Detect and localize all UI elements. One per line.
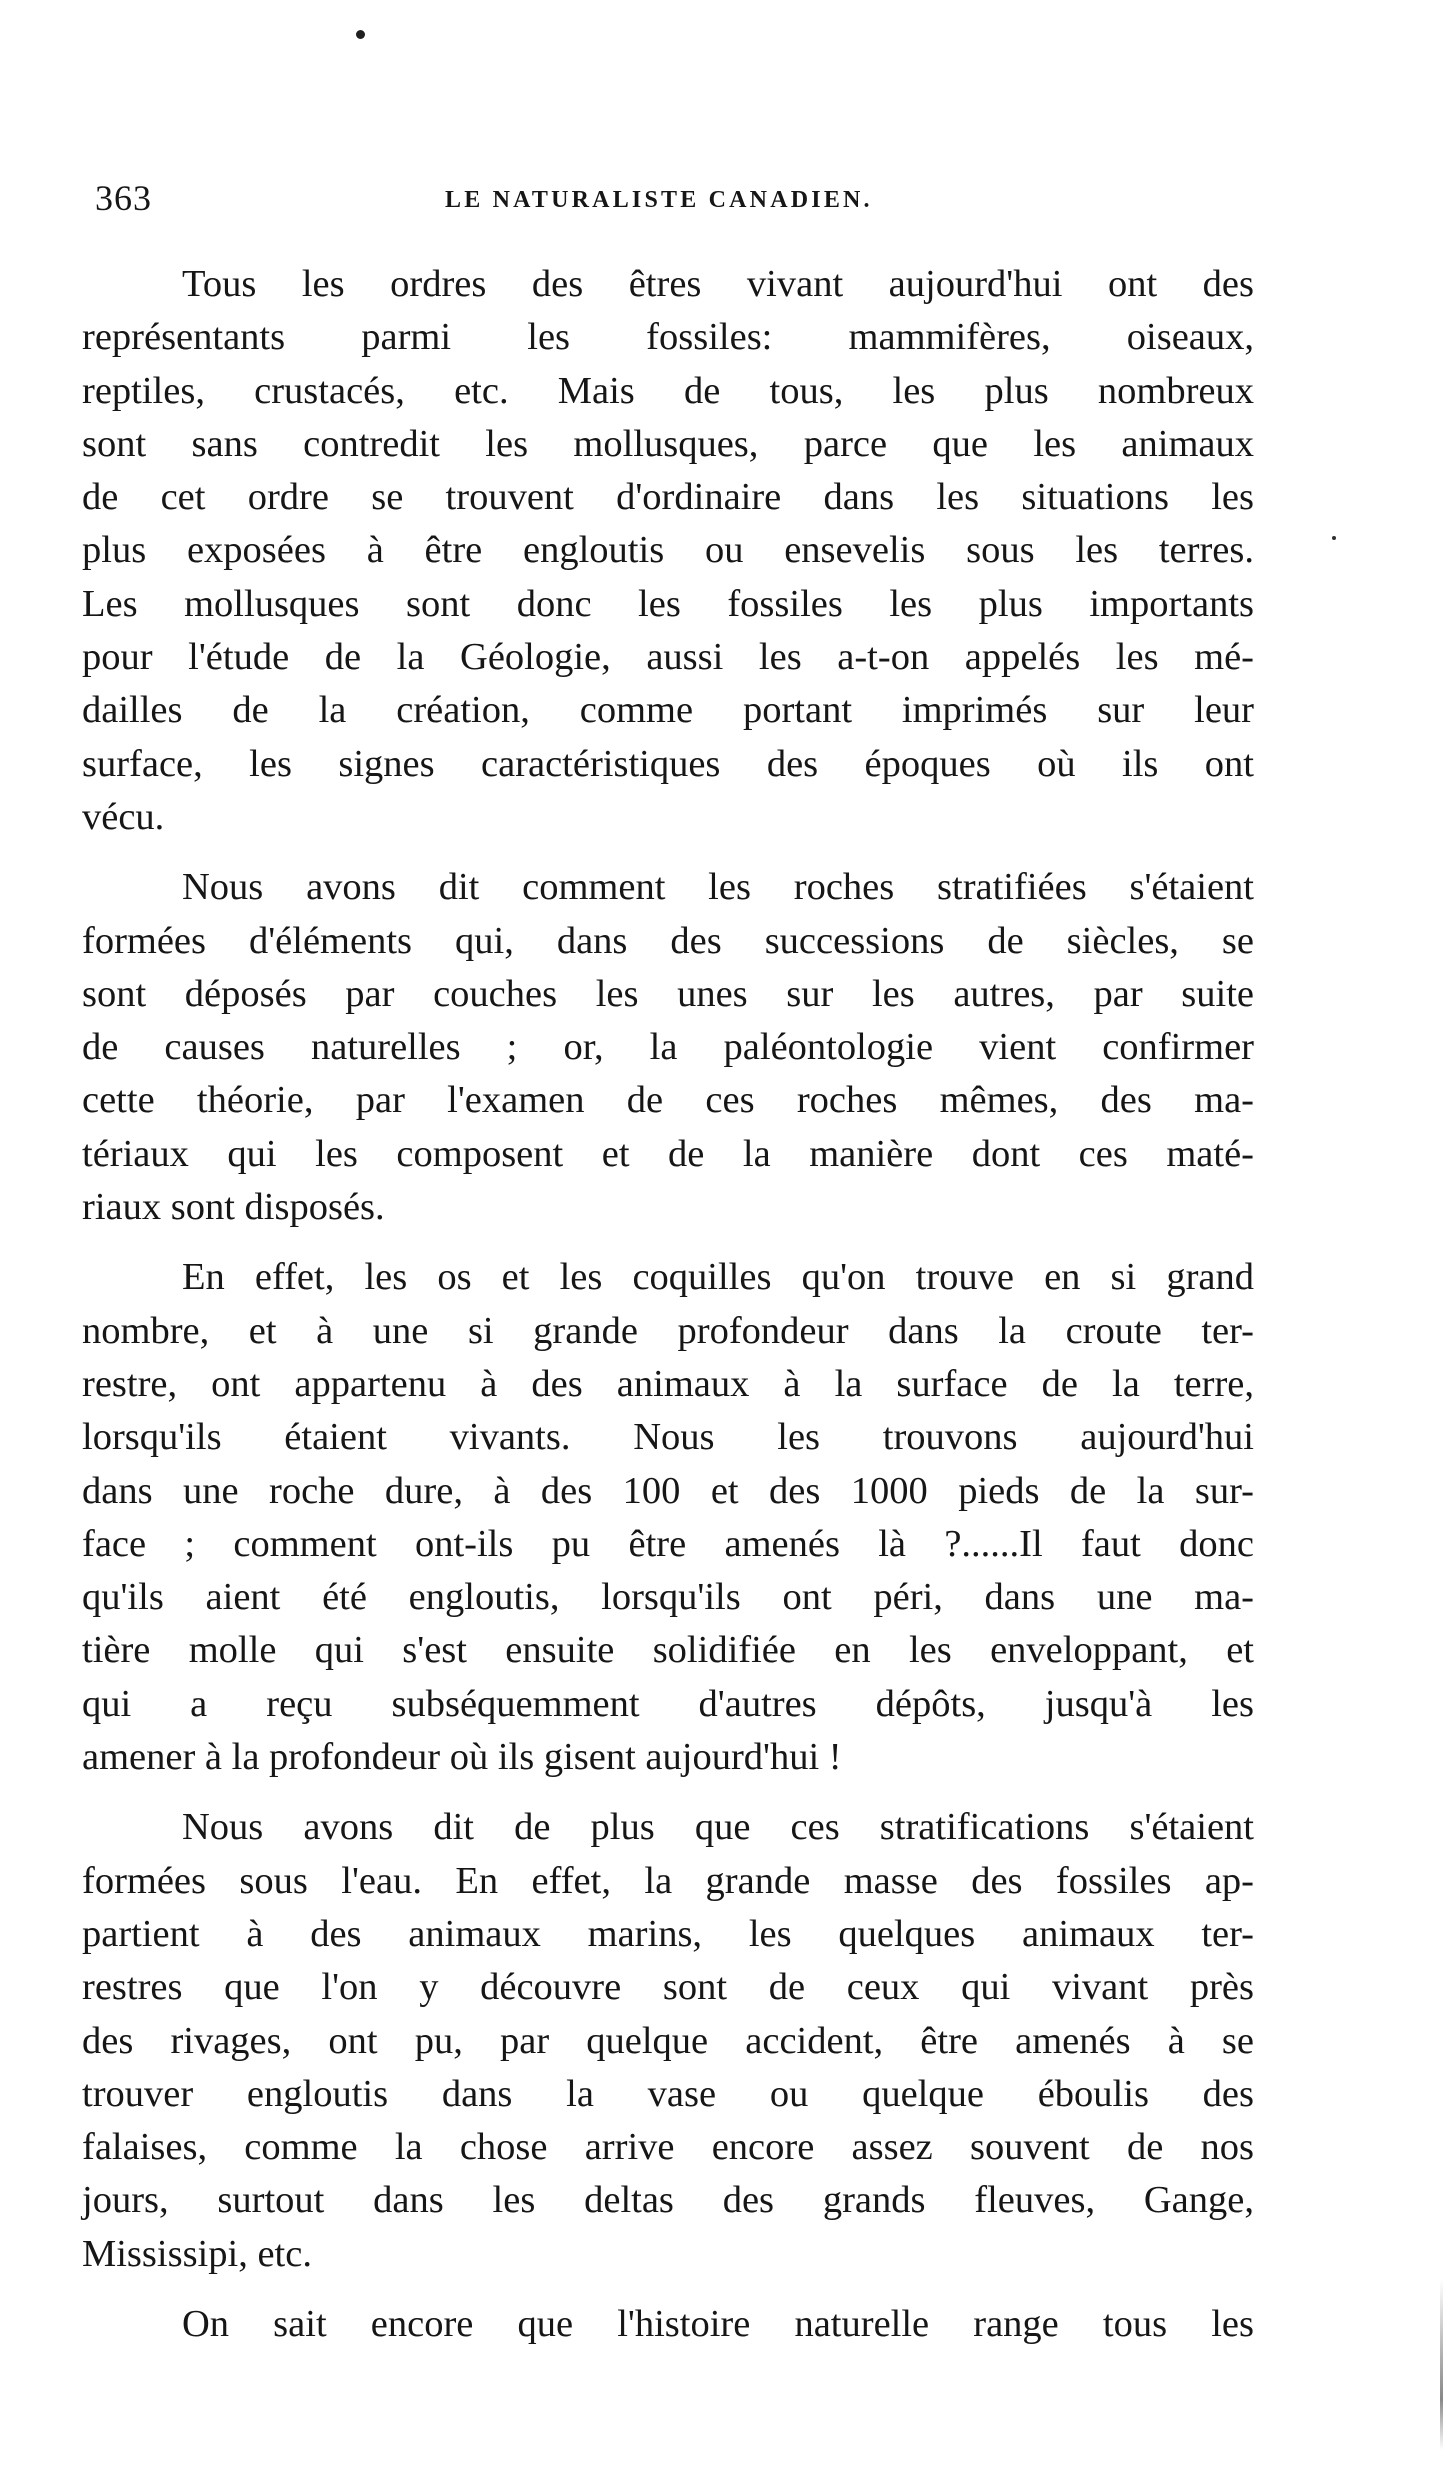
text-line: des rivages, ont pu, par quelque accident, être amenés à se [82,2019,1254,2062]
running-header [95,176,1255,220]
text-line: Tous les ordres des êtres vivant aujourd'hui ont des [182,263,1254,305]
text-line: dailles de la création, comme portant imprimés sur leur [82,689,1254,732]
text-line: formées d'éléments qui, dans des successions de siècles, se [82,919,1254,962]
text-line: Nous avons dit comment les roches stratifiées s'étaient [182,866,1254,909]
paragraph-5 [82,2298,1254,2351]
text-line: de causes naturelles ; or, la paléontologie vient confirmer [82,1026,1254,1069]
text-line: pour l'étude de la Géologie, aussi les a-t-on appelés les mé- [82,636,1254,679]
text-line: Les mollusques sont donc les fossiles les plus importants [82,582,1254,625]
stray-ink-mark [1332,536,1336,540]
text-line: falaises, comme la chose arrive encore assez souvent de nos [82,2126,1254,2169]
text-line: représentants parmi les fossiles: mammifères, oiseaux, [82,316,1254,359]
text-line: On sait encore que l'histoire naturelle range tous les [182,2302,1254,2345]
text-line: cette théorie, par l'examen de ces roches mêmes, des ma- [82,1079,1254,1122]
paragraph-3 [82,1251,1254,1784]
text-line: vécu. [82,795,165,838]
text-line: qu'ils aient été engloutis, lorsqu'ils ont péri, dans une ma- [82,1576,1254,1619]
text-line: nombre, et à une si grande profondeur dans la croute ter- [82,1309,1254,1352]
text-line: reptiles, crustacés, etc. Mais de tous, les plus nombreux [82,369,1254,412]
ink-dot [356,30,365,39]
text-line: trouver engloutis dans la vase ou quelque éboulis des [82,2072,1254,2115]
text-body [82,258,1254,2368]
page-edge-shadow [1440,2280,1443,2450]
text-line: Mississipi, etc. [82,2232,312,2275]
text-line: face ; comment ont-ils pu être amenés là ?......Il faut donc [82,1522,1254,1565]
text-line: restre, ont appartenu à des animaux à la surface de la terre, [82,1362,1254,1405]
text-line: riaux sont disposés. [82,1186,385,1229]
text-line: Nous avons dit de plus que ces stratifications s'étaient [182,1806,1254,1849]
text-line: lorsqu'ils étaient vivants. Nous les trouvons aujourd'hui [82,1416,1254,1459]
text-line: amener à la profondeur où ils gisent aujourd'hui ! [82,1736,842,1779]
paragraph-1 [82,258,1254,844]
text-line: sont sans contredit les mollusques, parce que les animaux [82,422,1254,465]
text-line: jours, surtout dans les deltas des grands fleuves, Gange, [82,2179,1254,2222]
text-line: formées sous l'eau. En effet, la grande masse des fossiles ap- [82,1859,1254,1902]
text-line: plus exposées à être engloutis ou ensevelis sous les terres. [82,529,1254,572]
text-line: de cet ordre se trouvent d'ordinaire dans les situations les [82,476,1254,519]
text-line: partient à des animaux marins, les quelques animaux ter- [82,1912,1254,1955]
page-number: 363 [95,178,152,218]
text-line: restres que l'on y découvre sont de ceux qui vivant près [82,1966,1254,2009]
text-line: En effet, les os et les coquilles qu'on trouve en si grand [182,1256,1254,1299]
running-title: LE NATURALISTE CANADIEN. [445,187,873,213]
text-line: sont déposés par couches les unes sur les autres, par suite [82,972,1254,1015]
paragraph-4 [82,1801,1254,2281]
text-line: tériaux qui les composent et de la manière dont ces maté- [82,1132,1254,1175]
text-line: dans une roche dure, à des 100 et des 1000 pieds de la sur- [82,1469,1254,1512]
text-line: surface, les signes caractéristiques des époques où ils ont [82,742,1254,785]
paragraph-2 [82,861,1254,1234]
text-line: qui a reçu subséquemment d'autres dépôts, jusqu'à les [82,1682,1254,1725]
text-line: tière molle qui s'est ensuite solidifiée en les enveloppant, et [82,1629,1254,1672]
